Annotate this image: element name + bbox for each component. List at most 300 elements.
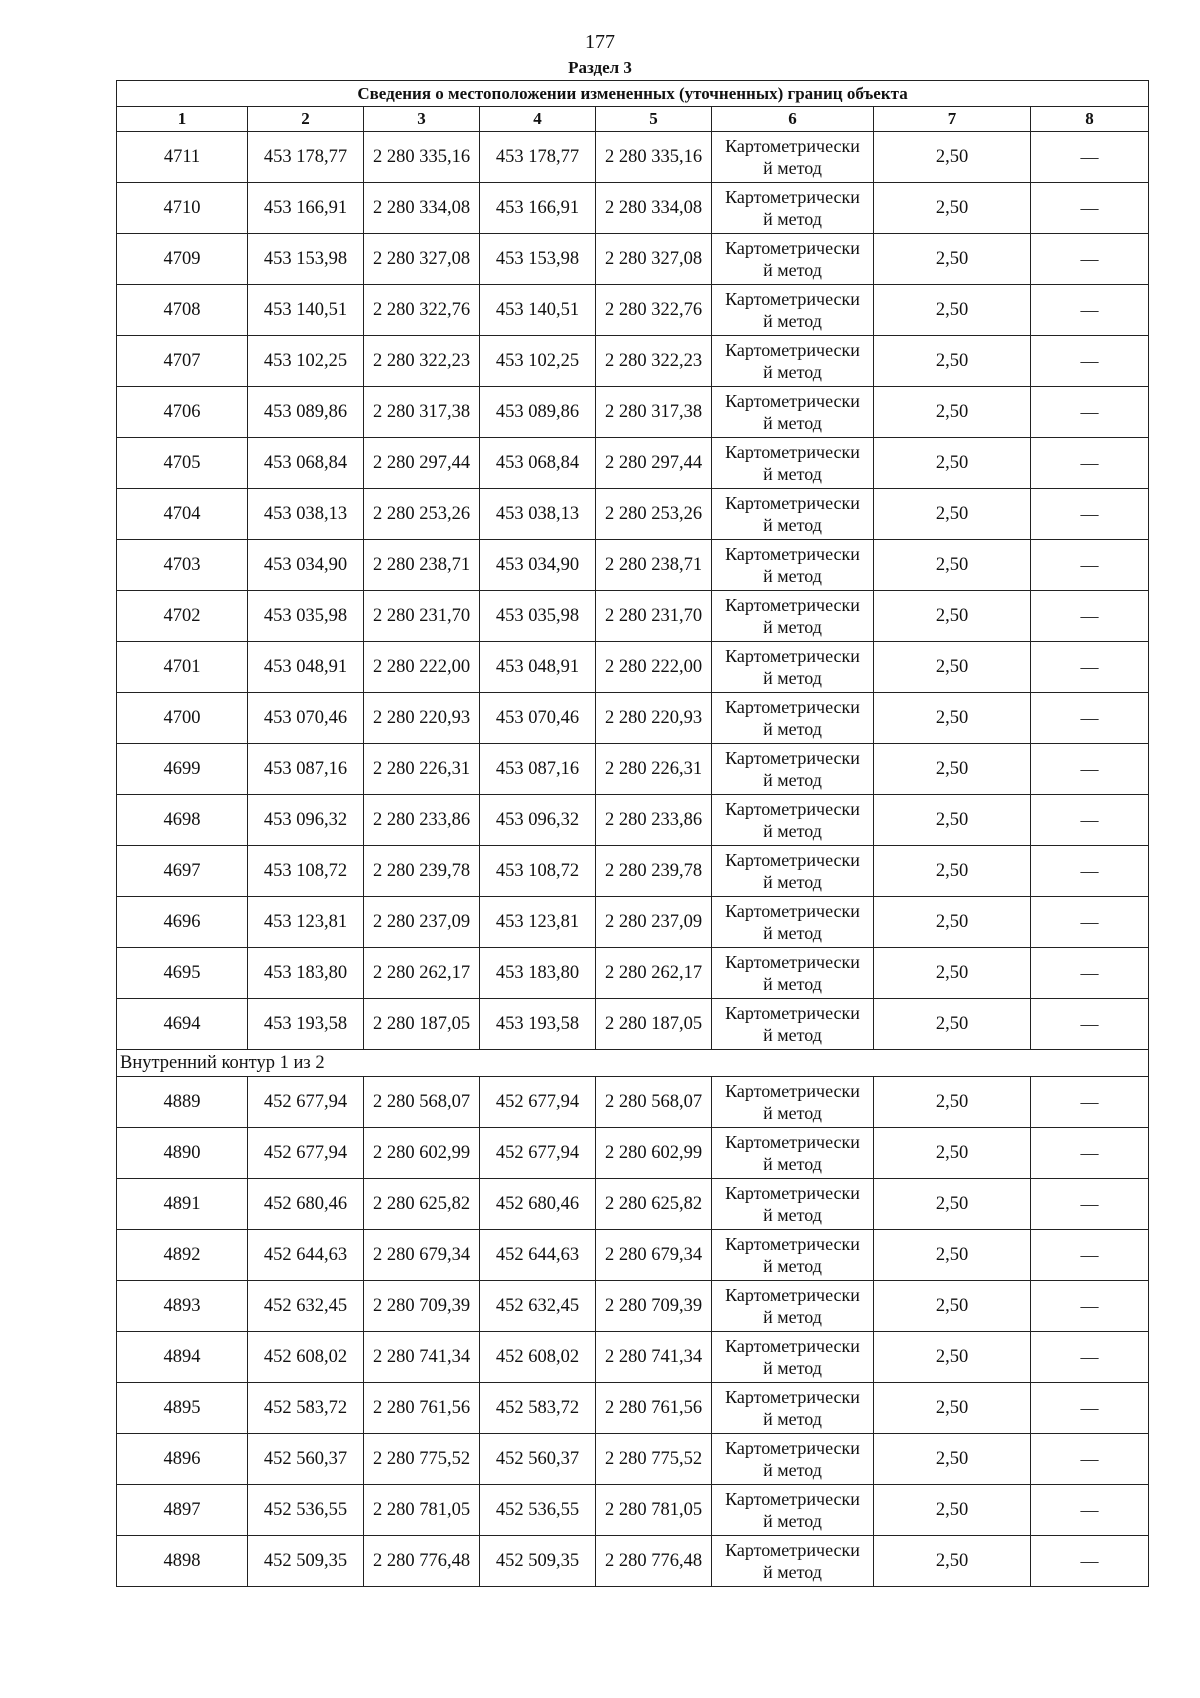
table-row xyxy=(117,1281,1149,1332)
method-cell xyxy=(712,285,874,336)
table-cell: 453 096,32 xyxy=(480,795,596,846)
column-header: 5 xyxy=(596,107,712,132)
column-header: 1 xyxy=(117,107,248,132)
method-text-line2: й метод xyxy=(763,1409,822,1429)
method-cell xyxy=(712,999,874,1050)
table-cell: — xyxy=(1031,1383,1149,1434)
method-text-line1: Картометрически xyxy=(725,1183,860,1203)
table-cell: 452 536,55 xyxy=(248,1485,364,1536)
table-cell: 453 102,25 xyxy=(248,336,364,387)
table-cell: 452 560,37 xyxy=(248,1434,364,1485)
table-cell: 2 280 220,93 xyxy=(364,693,480,744)
table-cell: 452 632,45 xyxy=(480,1281,596,1332)
method-cell xyxy=(712,693,874,744)
table-cell: 4894 xyxy=(117,1332,248,1383)
table-cell: 4711 xyxy=(117,132,248,183)
column-header: 4 xyxy=(480,107,596,132)
method-text-line1: Картометрически xyxy=(725,1336,860,1356)
table-cell: 2,50 xyxy=(874,1179,1031,1230)
method-cell xyxy=(712,387,874,438)
table-cell: 453 166,91 xyxy=(480,183,596,234)
method-text-line1: Картометрически xyxy=(725,748,860,768)
table-row xyxy=(117,234,1149,285)
method-text-line2: й метод xyxy=(763,719,822,739)
table-cell: 2 280 317,38 xyxy=(596,387,712,438)
table-cell: 453 153,98 xyxy=(480,234,596,285)
table-cell: 453 048,91 xyxy=(480,642,596,693)
table-cell: 2 280 568,07 xyxy=(596,1077,712,1128)
table-cell: 4889 xyxy=(117,1077,248,1128)
method-text-line1: Картометрически xyxy=(725,1081,860,1101)
table-cell: 452 608,02 xyxy=(248,1332,364,1383)
method-text-line2: й метод xyxy=(763,1205,822,1225)
table-cell: 453 096,32 xyxy=(248,795,364,846)
table-cell: 2 280 297,44 xyxy=(596,438,712,489)
table-cell: 453 038,13 xyxy=(248,489,364,540)
table-cell: 2 280 322,76 xyxy=(364,285,480,336)
method-text-line1: Картометрически xyxy=(725,595,860,615)
method-text-line2: й метод xyxy=(763,1256,822,1276)
table-cell: 2 280 253,26 xyxy=(596,489,712,540)
table-cell: 4891 xyxy=(117,1179,248,1230)
table-cell: 453 035,98 xyxy=(248,591,364,642)
table-cell: 2 280 781,05 xyxy=(364,1485,480,1536)
method-cell xyxy=(712,1536,874,1587)
table-cell: 4710 xyxy=(117,183,248,234)
table-cell: 2,50 xyxy=(874,1536,1031,1587)
method-text-line1: Картометрически xyxy=(725,1132,860,1152)
table-row xyxy=(117,285,1149,336)
table-cell: 4893 xyxy=(117,1281,248,1332)
method-text-line2: й метод xyxy=(763,1103,822,1123)
table-cell: — xyxy=(1031,744,1149,795)
method-text-line1: Картометрически xyxy=(725,442,860,462)
column-header: 6 xyxy=(712,107,874,132)
column-header-row xyxy=(117,107,1149,132)
table-cell: 453 178,77 xyxy=(248,132,364,183)
table-cell: 453 087,16 xyxy=(248,744,364,795)
method-text-line2: й метод xyxy=(763,1562,822,1582)
method-text-line2: й метод xyxy=(763,311,822,331)
table-cell: 2,50 xyxy=(874,897,1031,948)
method-text-line1: Картометрически xyxy=(725,1540,860,1560)
table-cell: 2 280 335,16 xyxy=(596,132,712,183)
method-cell xyxy=(712,1485,874,1536)
table-cell: 2 280 327,08 xyxy=(596,234,712,285)
method-text-line1: Картометрически xyxy=(725,952,860,972)
table-row xyxy=(117,591,1149,642)
table-cell: 4705 xyxy=(117,438,248,489)
table-cell: 453 070,46 xyxy=(480,693,596,744)
table-cell: 2 280 568,07 xyxy=(364,1077,480,1128)
table-cell: 452 677,94 xyxy=(248,1128,364,1179)
table-cell: 2 280 761,56 xyxy=(596,1383,712,1434)
table-cell: 2,50 xyxy=(874,999,1031,1050)
method-cell xyxy=(712,642,874,693)
table-cell: 453 089,86 xyxy=(248,387,364,438)
table-cell: 2,50 xyxy=(874,132,1031,183)
table-row xyxy=(117,1383,1149,1434)
table-cell: 2 280 741,34 xyxy=(596,1332,712,1383)
table-cell: — xyxy=(1031,132,1149,183)
table-cell: 2 280 222,00 xyxy=(596,642,712,693)
table-row xyxy=(117,132,1149,183)
table-cell: 2,50 xyxy=(874,591,1031,642)
table-row xyxy=(117,183,1149,234)
table-row xyxy=(117,846,1149,897)
table-cell: 2 280 226,31 xyxy=(596,744,712,795)
table-cell: 2 280 317,38 xyxy=(364,387,480,438)
table-cell: 2 280 262,17 xyxy=(364,948,480,999)
table-cell: 2 280 625,82 xyxy=(596,1179,712,1230)
table-cell: 4892 xyxy=(117,1230,248,1281)
method-text-line1: Картометрически xyxy=(725,697,860,717)
method-text-line1: Картометрически xyxy=(725,901,860,921)
table-cell: 2 280 187,05 xyxy=(364,999,480,1050)
table-cell: 2 280 187,05 xyxy=(596,999,712,1050)
table-cell: — xyxy=(1031,285,1149,336)
table-cell: 2 280 776,48 xyxy=(596,1536,712,1587)
table-cell: 2 280 602,99 xyxy=(596,1128,712,1179)
method-text-line1: Картометрически xyxy=(725,1438,860,1458)
table-row xyxy=(117,999,1149,1050)
boundary-coordinates-table xyxy=(116,80,1149,1587)
table-cell: — xyxy=(1031,846,1149,897)
table-row xyxy=(117,795,1149,846)
table-row xyxy=(117,1128,1149,1179)
table-cell: 2 280 625,82 xyxy=(364,1179,480,1230)
table-cell: 2 280 239,78 xyxy=(596,846,712,897)
table-cell: 452 583,72 xyxy=(480,1383,596,1434)
method-text-line1: Картометрически xyxy=(725,391,860,411)
table-cell: 4708 xyxy=(117,285,248,336)
table-cell: 2 280 679,34 xyxy=(364,1230,480,1281)
table-row xyxy=(117,1332,1149,1383)
method-text-line2: й метод xyxy=(763,566,822,586)
table-cell: 452 680,46 xyxy=(480,1179,596,1230)
table-cell: 453 193,58 xyxy=(248,999,364,1050)
method-text-line2: й метод xyxy=(763,209,822,229)
table-cell: 452 536,55 xyxy=(480,1485,596,1536)
table-cell: 453 183,80 xyxy=(480,948,596,999)
table-cell: 4698 xyxy=(117,795,248,846)
method-text-line2: й метод xyxy=(763,974,822,994)
method-cell xyxy=(712,744,874,795)
table-cell: 2 280 679,34 xyxy=(596,1230,712,1281)
table-cell: — xyxy=(1031,1281,1149,1332)
table-row xyxy=(117,744,1149,795)
table-cell: 2,50 xyxy=(874,1281,1031,1332)
table-cell: — xyxy=(1031,1230,1149,1281)
table-row xyxy=(117,1077,1149,1128)
column-header: 7 xyxy=(874,107,1031,132)
table-cell: 453 034,90 xyxy=(248,540,364,591)
table-cell: 4700 xyxy=(117,693,248,744)
table-cell: 2,50 xyxy=(874,642,1031,693)
table-title: Сведения о местоположении измененных (уточненных) границ объекта xyxy=(117,81,1149,107)
table-cell: — xyxy=(1031,1434,1149,1485)
method-text-line1: Картометрически xyxy=(725,289,860,309)
table-cell: 2 280 238,71 xyxy=(364,540,480,591)
method-text-line2: й метод xyxy=(763,464,822,484)
method-text-line2: й метод xyxy=(763,668,822,688)
method-cell xyxy=(712,1128,874,1179)
table-cell: 453 178,77 xyxy=(480,132,596,183)
table-cell: 2 280 322,76 xyxy=(596,285,712,336)
method-cell xyxy=(712,132,874,183)
table-cell: 453 108,72 xyxy=(480,846,596,897)
table-cell: 2,50 xyxy=(874,795,1031,846)
table-cell: — xyxy=(1031,336,1149,387)
table-cell: 453 108,72 xyxy=(248,846,364,897)
table-cell: 2 280 602,99 xyxy=(364,1128,480,1179)
table-cell: — xyxy=(1031,999,1149,1050)
table-cell: 4896 xyxy=(117,1434,248,1485)
method-text-line2: й метод xyxy=(763,260,822,280)
method-text-line2: й метод xyxy=(763,617,822,637)
table-cell: 453 102,25 xyxy=(480,336,596,387)
table-cell: 2 280 709,39 xyxy=(364,1281,480,1332)
method-cell xyxy=(712,336,874,387)
method-text-line2: й метод xyxy=(763,770,822,790)
table-cell: 453 038,13 xyxy=(480,489,596,540)
table-cell: 452 677,94 xyxy=(248,1077,364,1128)
section-title: Раздел 3 xyxy=(568,58,632,77)
table-cell: 2 280 322,23 xyxy=(596,336,712,387)
method-cell xyxy=(712,1179,874,1230)
table-row xyxy=(117,540,1149,591)
table-row xyxy=(117,387,1149,438)
table-row xyxy=(117,1536,1149,1587)
table-cell: 4703 xyxy=(117,540,248,591)
table-cell: 452 677,94 xyxy=(480,1128,596,1179)
method-text-line2: й метод xyxy=(763,923,822,943)
table-cell: 452 509,35 xyxy=(248,1536,364,1587)
table-cell: 2 280 327,08 xyxy=(364,234,480,285)
method-cell xyxy=(712,948,874,999)
table-row xyxy=(117,948,1149,999)
method-text-line1: Картометрически xyxy=(725,850,860,870)
table-cell: 2 280 233,86 xyxy=(596,795,712,846)
table-cell: 2 280 297,44 xyxy=(364,438,480,489)
table-row xyxy=(117,897,1149,948)
table-cell: 2 280 262,17 xyxy=(596,948,712,999)
table-cell: 453 048,91 xyxy=(248,642,364,693)
table-cell: — xyxy=(1031,591,1149,642)
method-text-line2: й метод xyxy=(763,413,822,433)
table-cell: 2,50 xyxy=(874,693,1031,744)
table-cell: 4704 xyxy=(117,489,248,540)
table-cell: 453 123,81 xyxy=(248,897,364,948)
table-cell: 4699 xyxy=(117,744,248,795)
table-cell: 2 280 775,52 xyxy=(364,1434,480,1485)
method-text-line1: Картометрически xyxy=(725,1387,860,1407)
table-cell: 2 280 741,34 xyxy=(364,1332,480,1383)
table-cell: 2 280 239,78 xyxy=(364,846,480,897)
table-cell: 452 644,63 xyxy=(248,1230,364,1281)
method-cell xyxy=(712,183,874,234)
table-cell: 2 280 233,86 xyxy=(364,795,480,846)
table-cell: 4694 xyxy=(117,999,248,1050)
table-cell: 453 153,98 xyxy=(248,234,364,285)
table-cell: 452 560,37 xyxy=(480,1434,596,1485)
method-text-line1: Картометрически xyxy=(725,1003,860,1023)
table-cell: 4706 xyxy=(117,387,248,438)
table-cell: 452 680,46 xyxy=(248,1179,364,1230)
table-cell: 2 280 237,09 xyxy=(596,897,712,948)
table-cell: — xyxy=(1031,540,1149,591)
table-cell: 453 089,86 xyxy=(480,387,596,438)
method-cell xyxy=(712,1281,874,1332)
table-cell: 452 644,63 xyxy=(480,1230,596,1281)
table-row xyxy=(117,489,1149,540)
table-cell: 453 123,81 xyxy=(480,897,596,948)
table-cell: 2 280 322,23 xyxy=(364,336,480,387)
table-cell: 4697 xyxy=(117,846,248,897)
table-cell: 2 280 222,00 xyxy=(364,642,480,693)
table-cell: 453 183,80 xyxy=(248,948,364,999)
table-row xyxy=(117,1434,1149,1485)
table-cell: 2,50 xyxy=(874,846,1031,897)
method-text-line2: й метод xyxy=(763,1511,822,1531)
table-cell: 4702 xyxy=(117,591,248,642)
table-cell: 453 193,58 xyxy=(480,999,596,1050)
column-header: 8 xyxy=(1031,107,1149,132)
table-cell: 2 280 781,05 xyxy=(596,1485,712,1536)
method-text-line1: Картометрически xyxy=(725,493,860,513)
table-cell: — xyxy=(1031,948,1149,999)
table-cell: 452 608,02 xyxy=(480,1332,596,1383)
method-text-line2: й метод xyxy=(763,1358,822,1378)
table-cell: 2,50 xyxy=(874,948,1031,999)
table-cell: 2 280 761,56 xyxy=(364,1383,480,1434)
contour-row xyxy=(117,1050,1149,1077)
table-cell: 2 280 776,48 xyxy=(364,1536,480,1587)
method-text-line2: й метод xyxy=(763,515,822,535)
method-cell xyxy=(712,1230,874,1281)
column-header: 2 xyxy=(248,107,364,132)
table-cell: 453 034,90 xyxy=(480,540,596,591)
table-cell: 2,50 xyxy=(874,1128,1031,1179)
table-cell: — xyxy=(1031,1077,1149,1128)
table-cell: 2,50 xyxy=(874,489,1031,540)
table-row xyxy=(117,1485,1149,1536)
table-cell: — xyxy=(1031,1536,1149,1587)
table-cell: 4898 xyxy=(117,1536,248,1587)
table-cell: 453 068,84 xyxy=(248,438,364,489)
table-row xyxy=(117,336,1149,387)
method-text-line1: Картометрически xyxy=(725,340,860,360)
table-cell: — xyxy=(1031,183,1149,234)
table-cell: 4695 xyxy=(117,948,248,999)
method-cell xyxy=(712,897,874,948)
method-cell xyxy=(712,1434,874,1485)
table-cell: 452 509,35 xyxy=(480,1536,596,1587)
table-cell: 2 280 220,93 xyxy=(596,693,712,744)
method-text-line1: Картометрически xyxy=(725,646,860,666)
table-cell: 453 070,46 xyxy=(248,693,364,744)
table-cell: 2,50 xyxy=(874,285,1031,336)
table-cell: 453 068,84 xyxy=(480,438,596,489)
table-cell: 2,50 xyxy=(874,1332,1031,1383)
table-cell: 2,50 xyxy=(874,438,1031,489)
contour-label: Внутренний контур 1 из 2 xyxy=(117,1050,1149,1077)
method-cell xyxy=(712,846,874,897)
method-text-line2: й метод xyxy=(763,1307,822,1327)
table-cell: 2,50 xyxy=(874,336,1031,387)
table-cell: — xyxy=(1031,1128,1149,1179)
table-cell: 2 280 253,26 xyxy=(364,489,480,540)
table-cell: — xyxy=(1031,897,1149,948)
table-cell: 2,50 xyxy=(874,234,1031,285)
table-cell: 2,50 xyxy=(874,744,1031,795)
table-cell: 2,50 xyxy=(874,1230,1031,1281)
table-cell: — xyxy=(1031,642,1149,693)
table-cell: 4709 xyxy=(117,234,248,285)
table-cell: 4897 xyxy=(117,1485,248,1536)
table-cell: 2 280 237,09 xyxy=(364,897,480,948)
method-text-line1: Картометрически xyxy=(725,187,860,207)
column-header: 3 xyxy=(364,107,480,132)
method-text-line2: й метод xyxy=(763,1025,822,1045)
method-text-line1: Картометрически xyxy=(725,136,860,156)
method-cell xyxy=(712,438,874,489)
method-cell xyxy=(712,1077,874,1128)
table-cell: 2 280 709,39 xyxy=(596,1281,712,1332)
table-row xyxy=(117,438,1149,489)
method-text-line1: Картометрически xyxy=(725,1285,860,1305)
table-row xyxy=(117,642,1149,693)
table-cell: 453 140,51 xyxy=(480,285,596,336)
table-cell: 2 280 775,52 xyxy=(596,1434,712,1485)
table-cell: 452 583,72 xyxy=(248,1383,364,1434)
table-cell: 2 280 335,16 xyxy=(364,132,480,183)
table-cell: 2 280 334,08 xyxy=(364,183,480,234)
table-cell: 2,50 xyxy=(874,1383,1031,1434)
table-cell: 453 087,16 xyxy=(480,744,596,795)
table-cell: 4696 xyxy=(117,897,248,948)
table-cell: — xyxy=(1031,234,1149,285)
method-cell xyxy=(712,489,874,540)
table-cell: 4890 xyxy=(117,1128,248,1179)
table-cell: — xyxy=(1031,693,1149,744)
table-row xyxy=(117,1179,1149,1230)
table-cell: 453 166,91 xyxy=(248,183,364,234)
method-cell xyxy=(712,795,874,846)
table-cell: 452 632,45 xyxy=(248,1281,364,1332)
table-cell: 453 035,98 xyxy=(480,591,596,642)
table-row xyxy=(117,693,1149,744)
page-number: 177 xyxy=(585,31,615,53)
table-cell: 2,50 xyxy=(874,1077,1031,1128)
table-cell: 2,50 xyxy=(874,183,1031,234)
table-cell: 2 280 231,70 xyxy=(596,591,712,642)
method-cell xyxy=(712,540,874,591)
method-cell xyxy=(712,1383,874,1434)
method-text-line1: Картометрически xyxy=(725,1234,860,1254)
method-text-line2: й метод xyxy=(763,1154,822,1174)
method-text-line1: Картометрически xyxy=(725,238,860,258)
table-cell: 2,50 xyxy=(874,540,1031,591)
table-cell: 4895 xyxy=(117,1383,248,1434)
method-text-line1: Картометрически xyxy=(725,1489,860,1509)
table-cell: 453 140,51 xyxy=(248,285,364,336)
table-cell: 2 280 231,70 xyxy=(364,591,480,642)
table-cell: — xyxy=(1031,1485,1149,1536)
table-cell: 2,50 xyxy=(874,1485,1031,1536)
table-cell: — xyxy=(1031,387,1149,438)
table-cell: 4701 xyxy=(117,642,248,693)
